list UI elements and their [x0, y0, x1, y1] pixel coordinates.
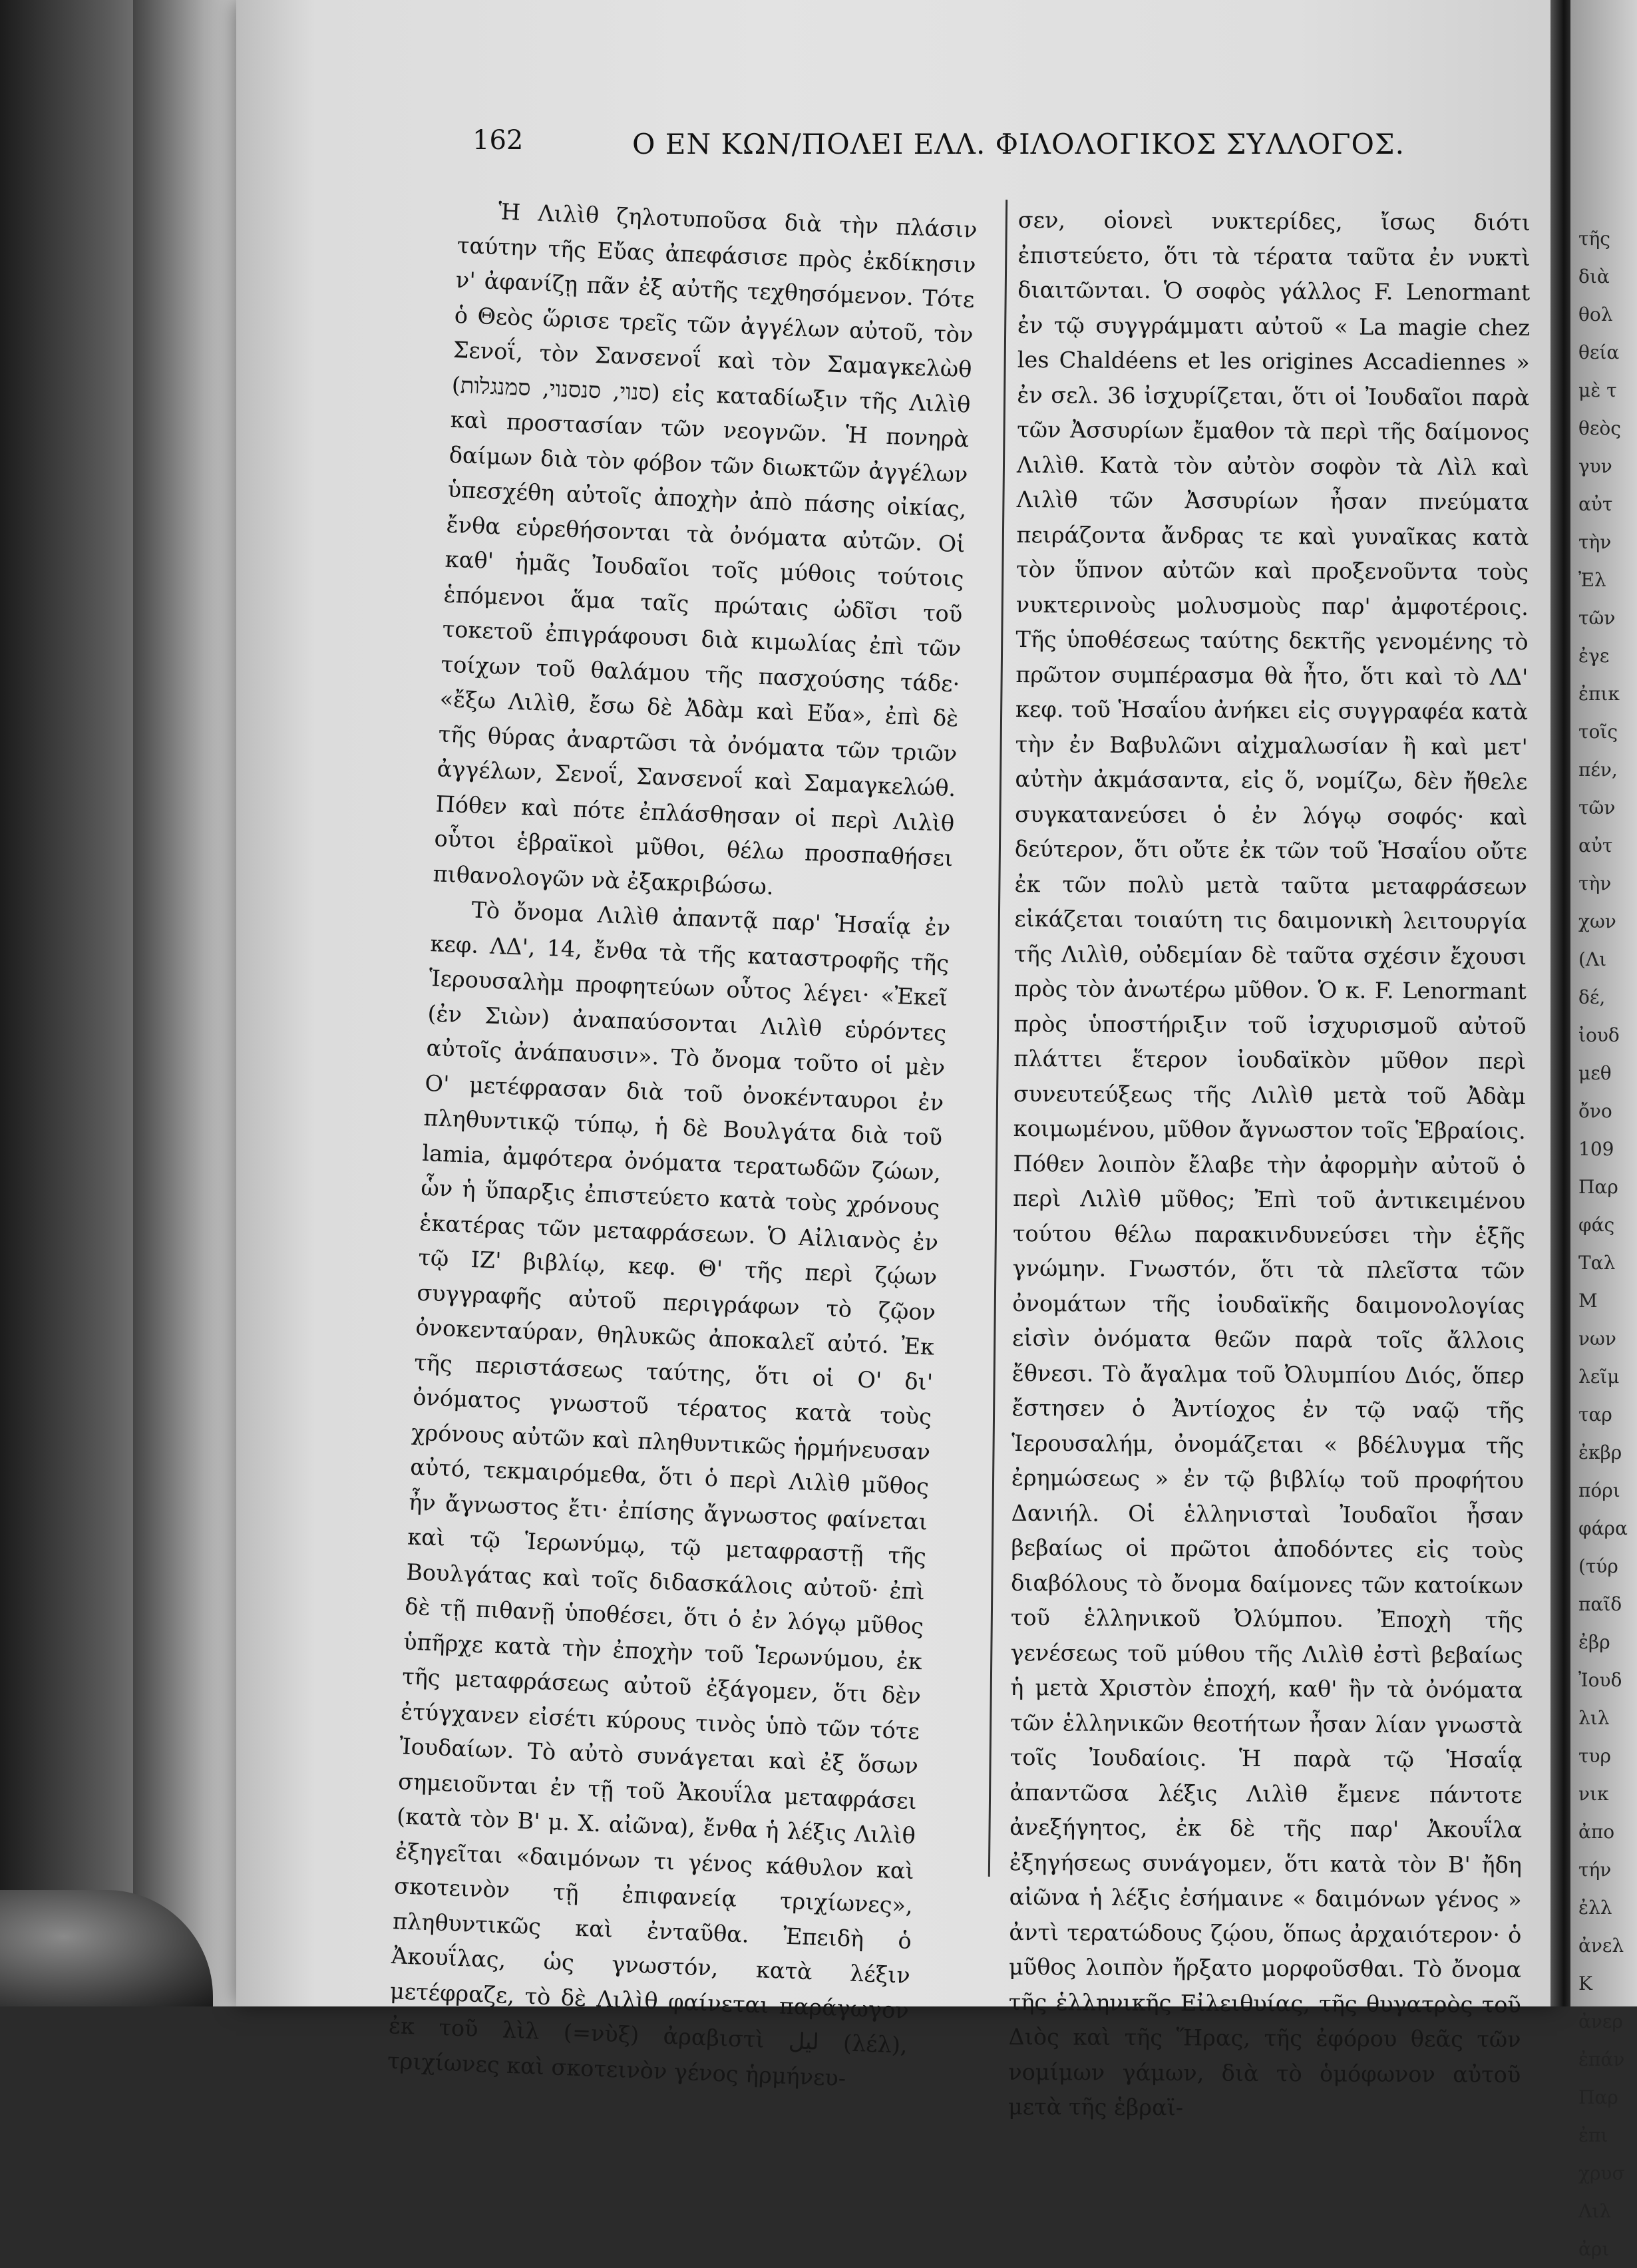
- next-page-fragment: Παρ: [1578, 2086, 1618, 2108]
- next-page-fragment: Ἐλ: [1578, 569, 1606, 591]
- right-paragraph-1: σεν, οἱονεὶ νυκτερίδες, ἴσως διότι ἐπιστεύετο, ὅτι τὰ τέρατα ταῦτα ἐν νυκτὶ διαιτῶνται. Ὁ σοφὸς γάλλος F. Lenormant ἐν τῷ συγγράμματι αὐτοῦ « La magie chez les Chaldéens et les origines Accadiennes » ἐν σελ. 36 ἰσχυρίζεται, ὅτι οἱ Ἰουδαῖοι παρὰ τῶν Ἀσσυρίων ἔμαθον τὰ περὶ τῆς δαίμονος Λιλὶθ. Κατὰ τὸν αὐτὸν σοφὸν τὰ Λὶλ καὶ Λιλὶθ τῶν Ἀσσυρίων ἦσαν πνεύματα πειράζοντα ἄνδρας τε καὶ γυναῖκας κατὰ τὸν ὕπνον αὐτῶν καὶ προξενοῦντα τοὺς νυκτερινοὺς μολυσμοὺς παρ' ἀμφοτέροις. Τῆς ὑποθέσεως ταύτης δεκτῆς γενομένης τὸ πρῶτον συμπέρασμα θὰ ἦτο, ὅτι καὶ τὸ ΛΔ' κεφ. τοῦ Ἡσαΐου ἀνήκει εἰς συγγραφέα κατὰ τὴν ἐν Βαβυλῶνι αἰχμαλωσίαν ἢ καὶ μετ' αὐτὴν ἀκμάσαντα, εἰς ὅ, νομίζω, δὲν ἤθελε συγκατανεύσει ὁ ἐν λόγῳ σοφός· καὶ δεύτερον, ὅτι οὔτε ἐκ τῶν τοῦ Ἡσαΐου οὔτε ἐκ τῶν πολὺ μετὰ ταῦτα μεταφράσεων εἰκάζεται τοιαύτη τις δαιμονικὴ λειτουργία τῆς Λιλὶθ, οὐδεμίαν δὲ ταῦτα σχέσιν ἔχουσι πρὸς τὸν ἀνωτέρω μῦθον. Ὁ κ. F. Lenormant πρὸς ὑποστήριξιν τοῦ ἰσχυρισμοῦ αὐτοῦ πλάττει ἕτερον ἰουδαϊκὸν μῦθον περὶ συνευτεύξεως τῆς Λιλὶθ μετὰ τοῦ Ἀδὰμ κοιμωμένου, μῦθον ἄγνωστον τοῖς Ἑβραίοις. Πόθεν λοιπὸν ἔλαβε τὴν ἀφορμὴν αὐτοῦ ὁ περὶ Λιλὶθ μῦθος; Ἐπὶ τοῦ ἀντικειμένου τούτου θέλω παρακινδυνεύσει τὴν ἑξῆς γνώμην. Γνωστόν, ὅτι τὰ πλεῖστα τῶν ὀνομάτων τῆς ἰουδαϊκῆς δαιμονολογίας εἰσὶν ὀνόματα θεῶν παρὰ τοῖς ἄλλοις ἔθνεσι. Τὸ ἄγαλμα τοῦ Ὀλυμπίου Διός, ὅπερ ἔστησεν ὁ Ἀντίοχος ἐν τῷ ναῷ τῆς Ἱερουσαλήμ, ὀνομάζεται « βδέλυγμα τῆς ἐρημώσεως » ἐν τῷ βιβλίῳ τοῦ προφήτου Δανιήλ. Οἱ ἑλληνισταὶ Ἰουδαῖοι ἦσαν βεβαίως οἱ πρῶτοι ἀποδόντες εἰς τοὺς διαβόλους τὸ ὄνομα δαίμονες τῶν κατοίκων τοῦ ἑλληνικοῦ Ὀλύμπου. Ἐποχὴ τῆς γενέσεως τοῦ μύθου τῆς Λιλὶθ ἐστὶ βεβαίως ἡ μετὰ Χριστὸν ἐποχή, καθ' ἣν τὰ ὀνόματα τῶν ἑλληνικῶν θεοτήτων ἦσαν λίαν γνωστὰ τοῖς Ἰουδαίοις. Ἡ παρὰ τῷ Ἡσαΐᾳ ἀπαντῶσα λέξις Λιλὶθ ἔμενε πάντοτε ἀνεξήγητος, ἐκ δὲ τῆς παρ' Ἀκουΐλα ἐξηγήσεως συνάγομεν, ὅτι κατὰ τὸν Β' ἤδη αἰῶνα ἡ λέξις ἐσήμαινε « δαιμόνων γένος » ἀντὶ τερατώδους ζῴου, ὅπως ἀρχαιότερον· ὁ μῦθος λοιπὸν ἤρξατο μορφοῦσθαι. Τὸ ὄνομα τῆς ἑλληνικῆς Εἰλειθυίας, τῆς θυγατρὸς τοῦ Διὸς καὶ τῆς Ἥρας, τῆς ἐφόρου θεᾶς τῶν νομίμων γάμων, διὰ τὸ ὁμόφωνον αὐτοῦ μετὰ τῆς ἑβραϊ-: [1007, 206, 1531, 2121]
- next-page-fragment: διὰ: [1578, 266, 1610, 287]
- left-text-column: [387, 193, 978, 2098]
- next-page-fragment: ἐγε: [1578, 645, 1610, 667]
- next-page-fragment: Ταλ: [1578, 1252, 1616, 1274]
- next-page-fragment: παῖδ: [1578, 1593, 1622, 1615]
- next-page-fragment: τήν: [1578, 1859, 1612, 1881]
- next-page-fragment: ἐλλ: [1578, 1897, 1612, 1919]
- next-page-fragment: Παρ: [1578, 1176, 1618, 1198]
- next-page-fragment: δέ,: [1578, 986, 1606, 1008]
- left-paragraph-2: Τὸ ὄνομα Λιλὶθ ἀπαντᾷ παρ' Ἡσαΐᾳ ἐν κεφ. ΛΔ', 14, ἔνθα τὰ τῆς καταστροφῆς τῆς Ἱερουσαλὴμ προφητεύων οὗτος λέγει· «Ἐκεῖ (ἐν Σιὼν) ἀναπαύσονται Λιλὶθ εὑρόντες αὐτοῖς ἀνάπαυσιν». Τὸ ὄνομα τοῦτο οἱ μὲν Ο' μετέφρασαν διὰ τοῦ ὀνοκένταυροι ἐν πληθυντικῷ τύπῳ, ἡ δὲ Βουλγάτα διὰ τοῦ lamia, ἀμφότερα ὀνόματα τερατωδῶν ζώων, ὧν ἡ ὕπαρξις ἐπιστεύετο κατὰ τοὺς χρόνους ἑκατέρας τῶν μεταφράσεων. Ὁ Αἰλιανὸς ἐν τῷ ΙΖ' βιβλίῳ, κεφ. Θ' τῆς περὶ ζῴων συγγραφῆς αὐτοῦ περιγράφων τὸ ζῷον ὀνοκενταύραν, θηλυκῶς ἀποκαλεῖ αὐτό. Ἐκ τῆς περιστάσεως ταύτης, ὅτι οἱ Ο' δι' ὀνόματος γνωστοῦ τέρατος κατὰ τοὺς χρόνους αὐτῶν καὶ πληθυντικῶς ἡρμήνευσαν αὐτό, τεκμαιρόμεθα, ὅτι ὁ περὶ Λιλὶθ μῦθος ἦν ἄγνωστος ἔτι· ἐπίσης ἄγνωστος φαίνεται καὶ τῷ Ἱερωνύμῳ, τῷ μεταφραστῇ τῆς Βουλγάτας καὶ τοῖς διδασκάλοις αὐτοῦ· ἐπὶ δὲ τῇ πιθανῇ ὑποθέσει, ὅτι ὁ ἐν λόγῳ μῦθος ὑπῆρχε κατὰ τὴν ἐποχὴν τοῦ Ἱερωνύμου, ἐκ τῆς μεταφράσεως αὐτοῦ ἐξάγομεν, ὅτι δὲν ἐτύγχανεν εἰσέτι κύρους τινὸς ὑπὸ τῶν τότε Ἰουδαίων. Τὸ αὐτὸ συνάγεται καὶ ἐξ ὅσων σημειοῦνται ἐν τῇ τοῦ Ἀκουΐλα μεταφράσει (κατὰ τὸν Β' μ. Χ. αἰῶνα), ἔνθα ἡ λέξις Λιλὶθ ἐξηγεῖται «δαιμόνων τι γένος κάθυλον καὶ σκοτεινὸν τῇ ἐπιφανείᾳ τριχίωνες», πληθυντικῶς καὶ ἐνταῦθα. Ἐπειδὴ ὁ Ἀκουΐλας, ὡς γνωστόν, κατὰ λέξιν μετέφραζε, τὸ δὲ Λιλὶθ φαίνεται παράγωγον ἐκ τοῦ λὶλ (=νὺξ) ἀραβιστὶ ليل (λέλ), τριχίωνες καὶ σκοτεινὸν γένος ἡρμήνευ-: [387, 896, 951, 2091]
- next-page-fragment: θολ: [1578, 303, 1613, 325]
- next-page-fragment: ἀρι: [1578, 2238, 1610, 2260]
- next-page-fragment: τὴν: [1578, 872, 1612, 894]
- next-page-fragment: πέν,: [1578, 759, 1618, 781]
- next-page-fragment: Ἰουδ: [1578, 1669, 1622, 1691]
- next-page-fragment: ἐπάν: [1578, 2048, 1625, 2070]
- next-page-fragment: αὐτ: [1578, 493, 1613, 515]
- next-page-fragment: χρυσ: [1578, 2162, 1625, 2184]
- next-page-fragment: χων: [1578, 910, 1616, 932]
- previous-page-edge: [133, 0, 253, 2006]
- next-page-fragment: πόρι: [1578, 1479, 1620, 1501]
- next-page-fragment: λιλ: [1578, 1707, 1610, 1729]
- left-paragraph-1: Ἡ Λιλὶθ ζηλοτυποῦσα διὰ τὴν πλάσιν ταύτην τῆς Εὔας ἀπεφάσισε πρὸς ἐκδίκησιν ν' ἀφανίζῃ πᾶν ἐξ αὐτῆς τεχθησόμενον. Τότε ὁ Θεὸς ὥρισε τρεῖς τῶν ἀγγέλων αὐτοῦ, τὸν Σενοΐ, τὸν Σανσενοΐ καὶ τὸν Σαμαγκελὼθ (סנוי, סנסנוי, סמנגלות) εἰς καταδίωξιν τῆς Λιλὶθ καὶ προστασίαν τῶν νεογνῶν. Ἡ πονηρὰ δαίμων διὰ τὸν φόβον τῶν διωκτῶν ἀγγέλων ὑπεσχέθη αὐτοῖς ἀποχὴν ἀπὸ πάσης οἰκίας, ἔνθα εὑρεθήσονται τὰ ὀνόματα αὐτῶν. Οἱ καθ' ἡμᾶς Ἰουδαῖοι τοῖς μύθοις τούτοις ἑπόμενοι ἅμα ταῖς πρώταις ὠδῖσι τοῦ τοκετοῦ ἐπιγράφουσι διὰ κιμωλίας ἐπὶ τῶν τοίχων τοῦ θαλάμου τῆς πασχούσης τάδε· «ἔξω Λιλὶθ, ἔσω δὲ Ἀδὰμ καὶ Εὔα», ἐπὶ δὲ τῆς θύρας ἀναρτῶσι τὰ ὀνόματα τῶν τριῶν ἀγγέλων, Σενοΐ, Σανσενοΐ καὶ Σαμαγκελώθ. Πόθεν καὶ πότε ἐπλάσθησαν οἱ περὶ Λιλὶθ οὗτοι ἑβραϊκοὶ μῦθοι, θέλω προσπαθήσει πιθανολογῶν νὰ ἐξακριβώσω.: [432, 198, 978, 900]
- next-page-fragment: φάς: [1578, 1214, 1615, 1236]
- next-page-fragment: Μ: [1578, 1290, 1598, 1312]
- next-page-fragment: μεθ: [1578, 1062, 1612, 1084]
- next-page-fragment: ὄνο: [1578, 1100, 1612, 1122]
- next-page-fragment: λεῖμ: [1578, 1366, 1620, 1388]
- next-page-fragment: ἐκβρ: [1578, 1441, 1622, 1463]
- next-page-fragment: ἀπο: [1578, 1821, 1615, 1843]
- next-page-fragment: ἰουδ: [1578, 1024, 1620, 1046]
- next-page-fragment: νων: [1578, 1328, 1616, 1350]
- next-page-fragment: θεία: [1578, 341, 1620, 363]
- next-page-fragment: τῶν: [1578, 607, 1616, 629]
- page-number: 162: [472, 125, 524, 156]
- next-page-fragment: γυν: [1578, 455, 1612, 477]
- next-page-fragment: 109: [1578, 1138, 1614, 1160]
- next-page-fragment: Κ: [1578, 1973, 1592, 1994]
- next-page-fragment: τῶν: [1578, 797, 1616, 819]
- page-header: [472, 120, 1405, 166]
- next-page-fragment: (Λι: [1578, 948, 1607, 970]
- next-page-fragment: νικ: [1578, 1783, 1609, 1805]
- right-text-column: [1008, 203, 1531, 2127]
- next-page-fragment: τυρ: [1578, 1745, 1611, 1767]
- running-title: Ο ΕΝ ΚΩΝ/ΠΟΛΕΙ ΕΛΛ. ΦΙΛΟΛΟΓΙΚΟΣ ΣΥΛΛΟΓΟΣ.: [632, 128, 1405, 160]
- next-page-fragment: τῆς: [1578, 228, 1610, 250]
- next-page-fragment: μὲ τ: [1578, 379, 1617, 401]
- next-page-fragment: ἀνερ: [1578, 2010, 1623, 2032]
- next-page-fragment: τοῖς: [1578, 721, 1618, 743]
- next-page-fragment: ἐπι: [1578, 2124, 1608, 2146]
- next-page-fragment: ἐβρ: [1578, 1631, 1610, 1653]
- next-page-fragment: τὴν: [1578, 531, 1612, 553]
- next-page-fragment: ἀνελ: [1578, 1935, 1624, 1957]
- next-page-fragment: φάρα: [1578, 1517, 1628, 1539]
- next-page-text-fragments: [1578, 220, 1637, 2268]
- next-page-fragment: (τύρ: [1578, 1555, 1618, 1577]
- next-page-fragment: αὐτ: [1578, 835, 1613, 856]
- next-page-fragment: ταρ: [1578, 1404, 1612, 1425]
- next-page-fragment: Λιλ: [1578, 2200, 1611, 2222]
- next-page-fragment: θεὸς: [1578, 417, 1621, 439]
- next-page-fragment: ἐπικ: [1578, 683, 1620, 705]
